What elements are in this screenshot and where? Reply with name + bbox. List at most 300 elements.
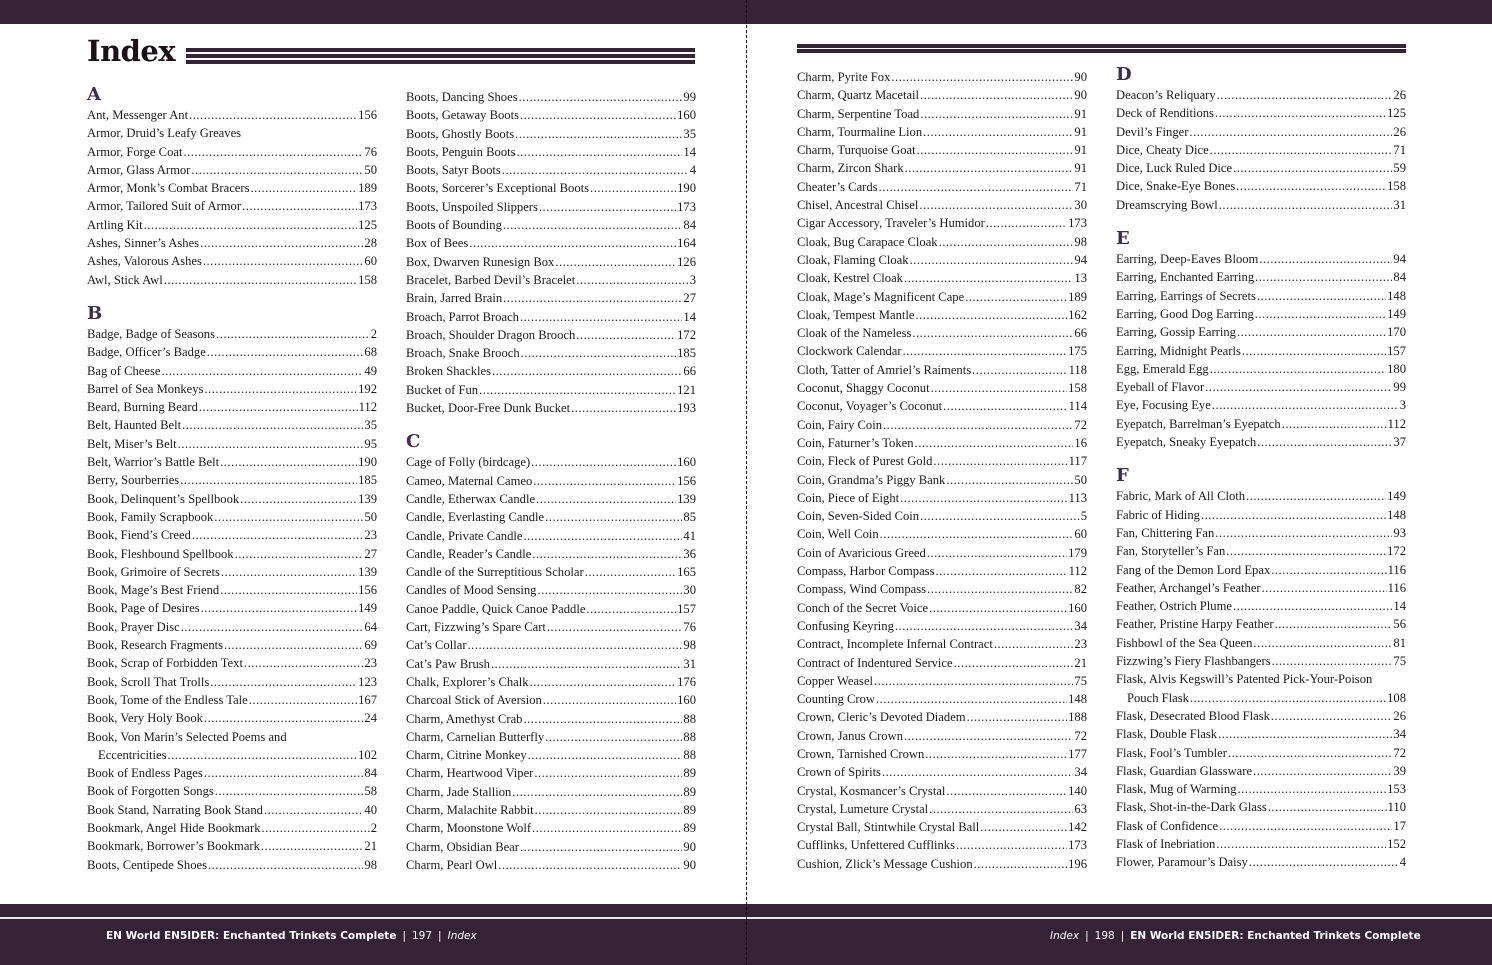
entry-page-number[interactable]: 84 (683, 218, 696, 233)
entry-page-number[interactable]: 156 (677, 473, 696, 488)
index-entry[interactable] (406, 106, 696, 124)
entry-page-number[interactable]: 89 (683, 784, 696, 799)
entry-page-number[interactable]: 4 (689, 163, 696, 178)
index-entry[interactable] (1116, 378, 1406, 396)
index-entry[interactable] (87, 179, 377, 197)
index-entry[interactable] (87, 508, 377, 526)
index-entry[interactable] (87, 124, 377, 142)
entry-page-number[interactable]: 90 (1074, 70, 1087, 84)
index-entry[interactable] (87, 380, 377, 398)
index-entry[interactable] (1116, 323, 1406, 341)
index-entry[interactable] (406, 856, 696, 874)
index-entry[interactable] (87, 197, 377, 215)
index-entry[interactable] (1116, 817, 1406, 835)
entry-page-number[interactable]: 3 (1399, 398, 1406, 413)
index-entry[interactable] (797, 654, 1087, 672)
index-entry[interactable] (87, 234, 377, 252)
index-entry[interactable] (1116, 725, 1406, 743)
entry-page-number[interactable]: 14 (683, 309, 696, 324)
index-entry[interactable] (1116, 798, 1406, 816)
entry-page-number[interactable]: 142 (1068, 820, 1087, 835)
index-entry[interactable] (87, 526, 377, 544)
index-entry[interactable] (406, 490, 696, 508)
index-entry[interactable] (797, 471, 1087, 489)
index-entry[interactable] (87, 618, 377, 636)
entry-page-number[interactable]: 160 (677, 108, 696, 123)
index-entry[interactable] (406, 271, 696, 289)
entry-page-number[interactable]: 26 (1393, 88, 1406, 102)
entry-page-number[interactable]: 88 (683, 748, 696, 763)
index-entry[interactable] (1116, 104, 1406, 122)
entry-page-number[interactable]: 69 (364, 638, 377, 653)
index-entry[interactable] (797, 507, 1087, 525)
entry-page-number[interactable]: 21 (1074, 655, 1087, 670)
index-entry[interactable] (797, 599, 1087, 617)
index-entry[interactable] (1116, 86, 1406, 104)
entry-page-number[interactable]: 39 (1393, 763, 1406, 778)
index-entry[interactable] (1116, 196, 1406, 214)
entry-page-number[interactable]: 49 (364, 363, 377, 378)
index-entry[interactable] (1116, 360, 1406, 378)
index-entry[interactable] (1116, 141, 1406, 159)
index-entry[interactable] (797, 452, 1087, 470)
entry-page-number[interactable]: 175 (1068, 344, 1087, 359)
entry-page-number[interactable]: 173 (1068, 216, 1087, 231)
entry-page-number[interactable]: 5 (1080, 509, 1087, 524)
index-entry[interactable] (406, 143, 696, 161)
index-entry[interactable] (797, 580, 1087, 598)
index-entry[interactable] (87, 453, 377, 471)
entry-page-number[interactable]: 58 (364, 784, 377, 799)
index-entry[interactable] (87, 106, 377, 124)
index-entry[interactable] (1116, 689, 1406, 707)
entry-page-number[interactable]: 149 (358, 601, 377, 616)
index-entry[interactable] (406, 381, 696, 399)
entry-page-number[interactable]: 180 (1387, 361, 1406, 376)
entry-page-number[interactable]: 90 (683, 857, 696, 872)
entry-page-number[interactable]: 116 (1387, 562, 1406, 577)
entry-page-number[interactable]: 71 (1074, 179, 1087, 194)
index-entry[interactable] (87, 691, 377, 709)
entry-page-number[interactable]: 84 (1393, 270, 1406, 285)
index-entry[interactable] (797, 141, 1087, 159)
entry-page-number[interactable]: 81 (1393, 635, 1406, 650)
entry-page-number[interactable]: 121 (677, 382, 696, 397)
index-entry[interactable] (797, 562, 1087, 580)
index-entry[interactable] (406, 563, 696, 581)
entry-page-number[interactable]: 82 (1074, 582, 1087, 597)
index-entry[interactable] (797, 214, 1087, 232)
entry-page-number[interactable]: 84 (364, 766, 377, 781)
entry-page-number[interactable]: 189 (1068, 289, 1087, 304)
index-entry[interactable] (406, 88, 696, 106)
entry-page-number[interactable]: 34 (1393, 727, 1406, 742)
entry-page-number[interactable]: 88 (683, 711, 696, 726)
index-entry[interactable] (406, 362, 696, 380)
entry-page-number[interactable]: 126 (677, 254, 696, 269)
entry-page-number[interactable]: 41 (683, 528, 696, 543)
entry-page-number[interactable]: 173 (677, 199, 696, 214)
entry-page-number[interactable]: 13 (1074, 271, 1087, 286)
index-entry[interactable] (87, 545, 377, 563)
entry-page-number[interactable]: 190 (358, 455, 377, 470)
index-entry[interactable] (797, 635, 1087, 653)
entry-page-number[interactable]: 118 (1068, 362, 1087, 377)
entry-page-number[interactable]: 94 (1393, 252, 1406, 267)
index-entry[interactable] (406, 125, 696, 143)
index-entry[interactable] (87, 581, 377, 599)
entry-page-number[interactable]: 112 (1068, 564, 1087, 579)
entry-page-number[interactable]: 90 (1074, 88, 1087, 103)
index-entry[interactable] (1116, 487, 1406, 505)
entry-page-number[interactable]: 149 (1387, 489, 1406, 504)
entry-page-number[interactable]: 99 (683, 90, 696, 104)
index-entry[interactable] (406, 801, 696, 819)
entry-page-number[interactable]: 98 (683, 638, 696, 653)
entry-page-number[interactable]: 125 (358, 217, 377, 232)
entry-page-number[interactable]: 149 (1387, 306, 1406, 321)
entry-page-number[interactable]: 152 (1387, 836, 1406, 851)
entry-page-number[interactable]: 188 (1068, 710, 1087, 725)
index-entry[interactable] (406, 600, 696, 618)
index-entry[interactable] (1116, 835, 1406, 853)
index-entry[interactable] (797, 68, 1087, 86)
index-entry[interactable] (87, 398, 377, 416)
index-entry[interactable] (406, 399, 696, 417)
entry-page-number[interactable]: 16 (1074, 435, 1087, 450)
index-entry[interactable] (797, 233, 1087, 251)
entry-page-number[interactable]: 66 (1074, 326, 1087, 341)
index-entry[interactable] (797, 672, 1087, 690)
index-entry[interactable] (797, 196, 1087, 214)
entry-page-number[interactable]: 102 (358, 747, 377, 762)
index-entry[interactable] (1116, 159, 1406, 177)
entry-page-number[interactable]: 112 (358, 400, 377, 415)
entry-page-number[interactable]: 28 (364, 236, 377, 251)
entry-page-number[interactable]: 173 (358, 199, 377, 214)
index-entry[interactable] (1116, 250, 1406, 268)
entry-page-number[interactable]: 114 (1068, 399, 1087, 414)
entry-page-number[interactable]: 37 (1393, 435, 1406, 450)
index-entry[interactable] (406, 508, 696, 526)
entry-page-number[interactable]: 157 (1387, 343, 1406, 358)
entry-page-number[interactable]: 66 (683, 364, 696, 379)
index-entry[interactable] (797, 288, 1087, 306)
entry-page-number[interactable]: 179 (1068, 545, 1087, 560)
entry-page-number[interactable]: 189 (358, 181, 377, 196)
index-entry[interactable] (406, 691, 696, 709)
entry-page-number[interactable]: 34 (1074, 618, 1087, 633)
entry-page-number[interactable]: 68 (364, 345, 377, 360)
index-entry[interactable] (1116, 853, 1406, 871)
entry-page-number[interactable]: 17 (1393, 818, 1406, 833)
index-entry[interactable] (797, 269, 1087, 287)
entry-page-number[interactable]: 91 (1074, 106, 1087, 121)
entry-page-number[interactable]: 139 (358, 564, 377, 579)
index-entry[interactable] (1116, 506, 1406, 524)
index-entry[interactable] (87, 143, 377, 161)
entry-page-number[interactable]: 98 (1074, 234, 1087, 249)
index-entry[interactable] (797, 489, 1087, 507)
entry-page-number[interactable]: 75 (1393, 654, 1406, 669)
entry-page-number[interactable]: 27 (364, 546, 377, 561)
entry-page-number[interactable]: 91 (1074, 161, 1087, 176)
index-entry[interactable] (1116, 597, 1406, 615)
entry-page-number[interactable]: 59 (1393, 161, 1406, 176)
index-entry[interactable] (406, 655, 696, 673)
entry-page-number[interactable]: 162 (1068, 307, 1087, 322)
index-entry[interactable] (1116, 762, 1406, 780)
entry-page-number[interactable]: 75 (1074, 673, 1087, 688)
index-entry[interactable] (87, 216, 377, 234)
index-entry[interactable] (406, 545, 696, 563)
entry-page-number[interactable]: 91 (1074, 124, 1087, 139)
index-entry[interactable] (87, 709, 377, 727)
entry-page-number[interactable]: 3 (689, 272, 696, 287)
index-entry[interactable] (406, 289, 696, 307)
entry-page-number[interactable]: 89 (683, 821, 696, 836)
entry-page-number[interactable]: 35 (683, 126, 696, 141)
entry-page-number[interactable]: 190 (677, 181, 696, 196)
entry-page-number[interactable]: 27 (683, 291, 696, 306)
index-entry[interactable] (87, 819, 377, 837)
entry-page-number[interactable]: 148 (1387, 288, 1406, 303)
index-entry[interactable] (87, 362, 377, 380)
index-entry[interactable] (406, 344, 696, 362)
entry-page-number[interactable]: 158 (358, 272, 377, 287)
index-entry[interactable] (406, 764, 696, 782)
index-entry[interactable] (1116, 415, 1406, 433)
index-entry[interactable] (797, 416, 1087, 434)
index-entry[interactable] (1116, 634, 1406, 652)
index-entry[interactable] (87, 252, 377, 270)
index-entry[interactable] (406, 234, 696, 252)
index-entry[interactable] (1116, 542, 1406, 560)
entry-page-number[interactable]: 196 (1068, 856, 1087, 871)
index-entry[interactable] (87, 563, 377, 581)
index-entry[interactable] (406, 253, 696, 271)
index-entry[interactable] (797, 690, 1087, 708)
entry-page-number[interactable]: 40 (364, 802, 377, 817)
index-entry[interactable] (1116, 524, 1406, 542)
entry-page-number[interactable]: 172 (1387, 544, 1406, 559)
entry-page-number[interactable]: 91 (1074, 143, 1087, 158)
entry-page-number[interactable]: 158 (1068, 381, 1087, 396)
entry-page-number[interactable]: 148 (1387, 507, 1406, 522)
entry-page-number[interactable]: 72 (1074, 417, 1087, 432)
entry-page-number[interactable]: 21 (364, 839, 377, 854)
index-entry[interactable] (797, 379, 1087, 397)
index-entry[interactable] (406, 636, 696, 654)
entry-page-number[interactable]: 60 (1074, 527, 1087, 542)
index-entry[interactable] (406, 179, 696, 197)
index-entry[interactable] (87, 673, 377, 691)
entry-page-number[interactable]: 123 (358, 674, 377, 689)
entry-page-number[interactable]: 98 (364, 857, 377, 872)
entry-page-number[interactable]: 156 (358, 583, 377, 598)
entry-page-number[interactable]: 71 (1393, 142, 1406, 157)
entry-page-number[interactable]: 95 (364, 436, 377, 451)
entry-page-number[interactable]: 26 (1393, 708, 1406, 723)
entry-page-number[interactable]: 31 (683, 656, 696, 671)
index-entry[interactable] (406, 819, 696, 837)
index-entry[interactable] (406, 710, 696, 728)
index-entry[interactable] (1116, 744, 1406, 762)
entry-page-number[interactable]: 36 (683, 546, 696, 561)
entry-page-number[interactable]: 2 (370, 326, 377, 341)
entry-page-number[interactable]: 177 (1068, 746, 1087, 761)
entry-page-number[interactable]: 170 (1387, 325, 1406, 340)
entry-page-number[interactable]: 158 (1387, 179, 1406, 194)
index-entry[interactable] (1116, 396, 1406, 414)
entry-page-number[interactable]: 88 (683, 729, 696, 744)
entry-page-number[interactable]: 56 (1393, 617, 1406, 632)
index-entry[interactable] (1116, 305, 1406, 323)
entry-page-number[interactable]: 156 (358, 108, 377, 122)
index-entry[interactable] (406, 216, 696, 234)
index-entry[interactable] (797, 342, 1087, 360)
index-entry[interactable] (406, 198, 696, 216)
index-entry[interactable] (87, 325, 377, 343)
index-entry[interactable] (797, 763, 1087, 781)
index-entry[interactable] (406, 527, 696, 545)
index-entry[interactable] (87, 782, 377, 800)
index-entry[interactable] (1116, 177, 1406, 195)
entry-page-number[interactable]: 153 (1387, 782, 1406, 797)
index-entry[interactable] (87, 654, 377, 672)
index-entry[interactable] (797, 306, 1087, 324)
index-entry[interactable] (797, 159, 1087, 177)
index-entry[interactable] (406, 838, 696, 856)
entry-page-number[interactable]: 110 (1387, 800, 1406, 815)
entry-page-number[interactable]: 90 (683, 839, 696, 854)
index-entry[interactable] (406, 161, 696, 179)
index-entry[interactable] (797, 251, 1087, 269)
entry-page-number[interactable]: 93 (1393, 525, 1406, 540)
entry-page-number[interactable]: 172 (677, 327, 696, 342)
entry-page-number[interactable]: 85 (683, 510, 696, 525)
entry-page-number[interactable]: 164 (677, 236, 696, 251)
index-entry[interactable] (1116, 342, 1406, 360)
index-entry[interactable] (1116, 268, 1406, 286)
index-entry[interactable] (1116, 615, 1406, 633)
entry-page-number[interactable]: 139 (677, 491, 696, 506)
entry-page-number[interactable]: 173 (1068, 838, 1087, 853)
entry-page-number[interactable]: 64 (364, 619, 377, 634)
index-entry[interactable] (87, 490, 377, 508)
entry-page-number[interactable]: 185 (677, 346, 696, 361)
entry-page-number[interactable]: 31 (1393, 197, 1406, 212)
entry-page-number[interactable]: 35 (364, 418, 377, 433)
entry-page-number[interactable]: 99 (1393, 380, 1406, 395)
entry-page-number[interactable]: 63 (1074, 801, 1087, 816)
index-entry[interactable] (1116, 433, 1406, 451)
entry-page-number[interactable]: 193 (677, 401, 696, 416)
index-entry[interactable] (406, 472, 696, 490)
index-entry[interactable] (406, 581, 696, 599)
entry-page-number[interactable]: 23 (364, 528, 377, 543)
entry-page-number[interactable]: 112 (1387, 416, 1406, 431)
index-entry[interactable] (87, 764, 377, 782)
entry-page-number[interactable]: 23 (364, 656, 377, 671)
entry-page-number[interactable]: 139 (358, 491, 377, 506)
index-entry[interactable] (87, 746, 377, 764)
index-entry[interactable] (406, 783, 696, 801)
index-entry[interactable] (797, 800, 1087, 818)
index-entry[interactable] (87, 471, 377, 489)
index-entry[interactable] (406, 673, 696, 691)
index-entry[interactable] (406, 308, 696, 326)
index-entry[interactable] (406, 326, 696, 344)
entry-page-number[interactable]: 140 (1068, 783, 1087, 798)
entry-page-number[interactable]: 113 (1068, 490, 1087, 505)
index-entry[interactable] (87, 599, 377, 617)
index-entry[interactable] (797, 123, 1087, 141)
index-entry[interactable] (797, 617, 1087, 635)
index-entry[interactable] (797, 324, 1087, 342)
index-entry[interactable] (406, 746, 696, 764)
entry-page-number[interactable]: 14 (1393, 599, 1406, 614)
index-entry[interactable] (797, 708, 1087, 726)
entry-page-number[interactable]: 89 (683, 802, 696, 817)
entry-page-number[interactable]: 23 (1074, 637, 1087, 652)
index-entry[interactable] (797, 525, 1087, 543)
index-entry[interactable] (797, 745, 1087, 763)
index-entry[interactable] (87, 343, 377, 361)
entry-page-number[interactable]: 167 (358, 692, 377, 707)
index-entry[interactable] (87, 728, 377, 746)
index-entry[interactable] (87, 416, 377, 434)
entry-page-number[interactable]: 160 (1068, 600, 1087, 615)
index-entry[interactable] (797, 86, 1087, 104)
index-entry[interactable] (87, 161, 377, 179)
index-entry[interactable] (1116, 707, 1406, 725)
entry-page-number[interactable]: 116 (1387, 580, 1406, 595)
index-entry[interactable] (87, 271, 377, 289)
entry-page-number[interactable]: 24 (364, 711, 377, 726)
entry-page-number[interactable]: 60 (364, 254, 377, 269)
index-entry[interactable] (87, 837, 377, 855)
index-entry[interactable] (87, 636, 377, 654)
index-entry[interactable] (1116, 123, 1406, 141)
index-entry[interactable] (797, 434, 1087, 452)
entry-page-number[interactable]: 50 (1074, 472, 1087, 487)
index-entry[interactable] (406, 728, 696, 746)
index-entry[interactable] (1116, 561, 1406, 579)
entry-page-number[interactable]: 30 (1074, 198, 1087, 213)
index-entry[interactable] (1116, 287, 1406, 305)
entry-page-number[interactable]: 160 (677, 693, 696, 708)
entry-page-number[interactable]: 26 (1393, 124, 1406, 139)
entry-page-number[interactable]: 192 (358, 381, 377, 396)
index-entry[interactable] (406, 618, 696, 636)
index-entry[interactable] (797, 397, 1087, 415)
entry-page-number[interactable]: 176 (677, 674, 696, 689)
entry-page-number[interactable]: 89 (683, 766, 696, 781)
entry-page-number[interactable]: 76 (683, 620, 696, 635)
entry-page-number[interactable]: 148 (1068, 692, 1087, 707)
entry-page-number[interactable]: 72 (1393, 745, 1406, 760)
entry-page-number[interactable]: 2 (370, 820, 377, 835)
entry-page-number[interactable]: 157 (677, 601, 696, 616)
entry-page-number[interactable]: 160 (677, 455, 696, 470)
entry-page-number[interactable]: 165 (677, 565, 696, 580)
entry-page-number[interactable]: 72 (1074, 728, 1087, 743)
entry-page-number[interactable]: 14 (683, 144, 696, 159)
entry-page-number[interactable]: 30 (683, 583, 696, 598)
entry-page-number[interactable]: 34 (1074, 765, 1087, 780)
index-entry[interactable] (797, 105, 1087, 123)
